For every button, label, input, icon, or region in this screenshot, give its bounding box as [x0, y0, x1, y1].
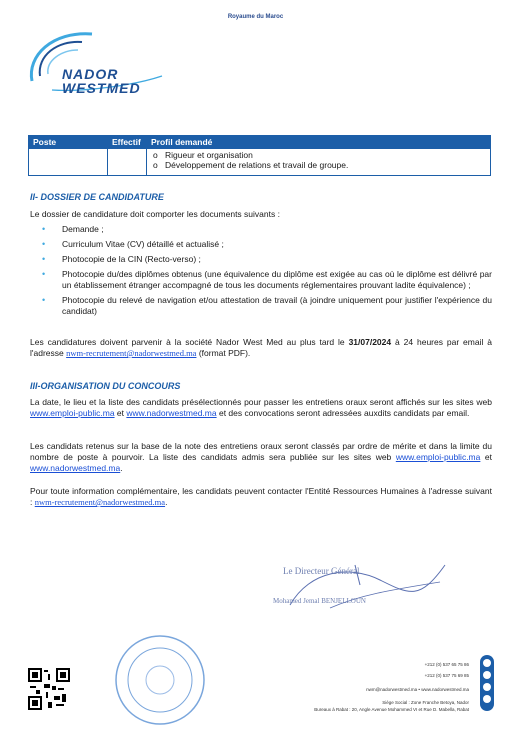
footer-emails: nwm@nadorwestmed.ma • www.nadorwestmed.ma [366, 687, 469, 692]
recruitment-email-link[interactable]: nwm-recrutement@nadorwestmed.ma [34, 497, 166, 507]
official-stamp-seal [112, 632, 208, 728]
section-3-paragraph-2 [30, 441, 492, 474]
signature-name: Mohamed Jemal BENJELLOUN [273, 597, 366, 605]
footer-phone-2: +212 (0) 537 75 69 85 [424, 673, 469, 678]
emploi-public-link[interactable]: www.emploi-public.ma [395, 452, 481, 462]
list-item: • Photocopie de la CIN (Recto-verso) ; [30, 254, 492, 265]
para-text: . [165, 497, 168, 507]
nadorwestmed-link[interactable]: www.nadorwestmed.ma [30, 463, 121, 473]
fax-icon [483, 671, 491, 679]
deadline-text: (format PDF). [196, 348, 251, 358]
para-text: Pour toute information complémentaire, les candidats peuvent contacter l'Entité Ressources Humaines à l'adresse suivant : [30, 486, 492, 507]
section-2-intro: Le dossier de candidature doit comporter les documents suivants : [30, 209, 280, 219]
para-text: et [480, 452, 492, 462]
phone-icon [483, 659, 491, 667]
section-3-paragraph-3 [30, 486, 492, 508]
section-3-title: III-ORGANISATION DU CONCOURS [30, 381, 181, 391]
list-item: • Photocopie du relevé de navigation et/ou attestation de travail (à joindre uniquement pour justifier l'expérience du candidat) [30, 295, 492, 317]
deadline-date: 31/07/2024 [348, 337, 392, 347]
location-icon [483, 695, 491, 703]
signature-title: Le Directeur Général [283, 566, 360, 576]
emploi-public-link[interactable]: www.emploi-public.ma [30, 408, 115, 418]
section-3-paragraph-1 [30, 397, 492, 419]
section-2-title: II- DOSSIER DE CANDIDATURE [30, 192, 164, 202]
document-list [30, 224, 492, 321]
para-text: Les candidats retenus sur la base de la note des entretiens oraux seront classés par ordre de mérite et dans la limite du nombre de poste à pourvoir. La liste des candidats admis sera publiée sur les sites web [30, 441, 492, 462]
email-icon [483, 683, 491, 691]
contact-icon-bar [480, 655, 494, 711]
kingdom-header: Royaume du Maroc [227, 14, 284, 20]
list-item: • Demande ; [30, 224, 492, 235]
list-item: • Curriculum Vitae (CV) détaillé et actualisé ; [30, 239, 492, 250]
cell-poste [29, 149, 108, 176]
para-text: La date, le lieu et la liste des candidats présélectionnés pour passer les entretiens oraux seront affichés sur les sites web [30, 397, 492, 407]
para-text: et [114, 408, 127, 418]
col-profil: Profil demandé [147, 136, 491, 149]
nadorwestmed-link[interactable]: www.nadorwestmed.ma [126, 408, 217, 418]
profile-item: o Rigueur et organisation [165, 150, 486, 160]
footer-address-2: Bureaux à Rabat : 20, Angle Avenue Mohammed VI et Rue D. Mabella, Rabat [314, 707, 469, 712]
logo-text-nador: NADOR [62, 66, 119, 82]
profile-item: o Développement de relations et travail de groupe. [165, 160, 486, 170]
deadline-text: à 24 heures par email à l'adresse [30, 337, 492, 358]
deadline-paragraph [30, 337, 492, 359]
deadline-text: Les candidatures doivent parvenir à la société Nador West Med au plus tard le [30, 337, 349, 347]
col-effectif: Effectif [108, 136, 147, 149]
profile-table [28, 135, 491, 176]
cell-profil [147, 149, 491, 176]
col-poste: Poste [29, 136, 108, 149]
list-item: • Photocopie du/des diplômes obtenus (une équivalence du diplôme est exigée au cas où le diplôme est délivré par un établissement étranger accompagné de tous les documents réglementaires prouvant ladite équivalence) ; [30, 269, 492, 291]
footer-phone-1: +212 (0) 537 65 75 86 [424, 662, 469, 667]
para-text: . [120, 463, 123, 473]
logo-text-westmed: WESTMED [62, 80, 141, 96]
para-text: et des convocations seront adressées auxdits candidats par email. [216, 408, 470, 418]
footer-address-1: Siège Social : Zone Franche Betoya, Nador [382, 700, 469, 705]
cell-effectif [108, 149, 147, 176]
qr-code [28, 668, 70, 710]
recruitment-email-link[interactable]: nwm-recrutement@nadorwestmed.ma [66, 348, 197, 358]
